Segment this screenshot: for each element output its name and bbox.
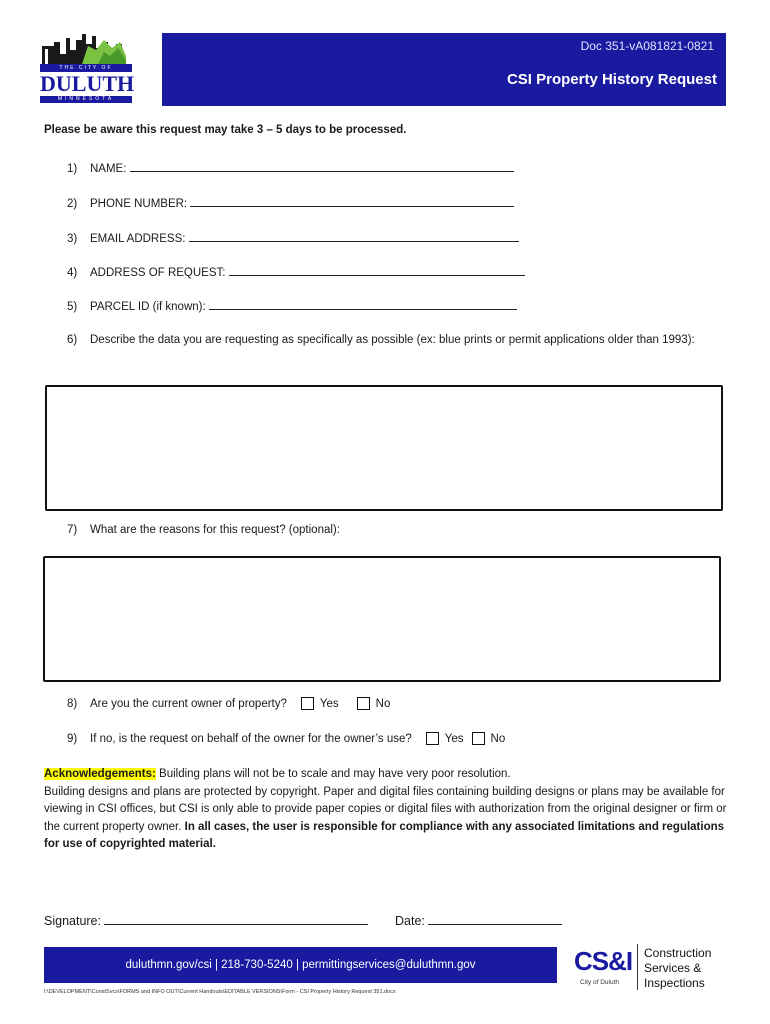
owner-yes-option[interactable] — [301, 697, 339, 710]
question-number: 2) — [67, 198, 78, 210]
question-label: If no, is the request on behalf of the owner for the owner’s use? — [90, 732, 412, 745]
question-number: 4) — [67, 267, 78, 279]
checkbox-label: No — [490, 732, 506, 745]
processing-notice: Please be aware this request may take 3 – 5 days to be processed. — [44, 124, 407, 136]
checkbox-label: Yes — [444, 732, 464, 745]
question-number: 6) — [67, 334, 78, 346]
acknowledgements-bold: In all cases, the user is responsible for compliance with any associated limitations and regulations for use of copyrighted material. — [44, 820, 725, 850]
csi-divider — [637, 944, 638, 990]
header-bar — [162, 33, 726, 106]
footer-file-path: I:\DEVELOPMENT\ConstSvcs\FORMS and INFO OUT\Current Handouts\EDITABLE VERSIONS\Form - CSI Property History Request 351.docx — [44, 989, 396, 995]
parcel-input-line[interactable] — [209, 297, 517, 310]
logo-name: DULUTH — [40, 71, 135, 96]
behalf-no-option[interactable] — [472, 732, 506, 745]
name-input-line[interactable] — [130, 159, 514, 172]
duluth-logo — [38, 26, 134, 108]
checkbox-label: Yes — [319, 697, 339, 710]
csi-words — [644, 946, 711, 991]
question-name — [67, 159, 514, 175]
question-number: 3) — [67, 233, 78, 245]
behalf-no-checkbox[interactable] — [472, 732, 485, 745]
logo-state: MINNESOTA — [40, 96, 132, 103]
date-row — [395, 911, 562, 928]
question-label: PHONE NUMBER: — [90, 198, 191, 210]
question-on-behalf — [67, 732, 505, 745]
question-reasons — [67, 524, 340, 536]
owner-no-checkbox[interactable] — [357, 697, 370, 710]
owner-no-option[interactable] — [357, 697, 391, 710]
behalf-yes-checkbox[interactable] — [426, 732, 439, 745]
phone-input-line[interactable] — [190, 194, 514, 207]
question-number: 5) — [67, 301, 78, 313]
footer-contact: duluthmn.gov/csi | 218-730-5240 | permittingservices@duluthmn.gov — [125, 959, 476, 971]
reasons-textarea[interactable] — [43, 556, 721, 682]
question-number: 7) — [67, 524, 78, 536]
question-address — [67, 263, 525, 279]
footer-contact-bar — [44, 947, 557, 983]
csi-mark: CS&I — [574, 946, 633, 976]
question-label: Describe the data you are requesting as specifically as possible (ex: blue prints or permit applications older than 1993): — [90, 334, 695, 346]
question-label: EMAIL ADDRESS: — [90, 233, 189, 245]
acknowledgements-line2: Building designs and plans are protected by copyright. Paper and digital files containing building designs or plans may be available for viewing in CSI offices, but CSI is only able to provide paper copies or digital files with authorization from the original designer or firm or the current property owner. — [44, 785, 727, 833]
csi-city: City of Duluth — [580, 979, 620, 986]
behalf-yes-option[interactable] — [426, 732, 464, 745]
question-number: 8) — [67, 697, 78, 710]
logo-city-arc: THE CITY OF — [59, 65, 113, 71]
address-input-line[interactable] — [229, 263, 525, 276]
form-title: CSI Property History Request — [506, 71, 717, 88]
owner-yes-checkbox[interactable] — [301, 697, 314, 710]
question-parcel — [67, 297, 517, 313]
question-number: 9) — [67, 732, 78, 745]
csi-word: Construction — [644, 946, 712, 960]
signature-row — [44, 911, 368, 928]
signature-input-line[interactable] — [104, 911, 368, 925]
question-phone — [67, 194, 514, 210]
question-label: ADDRESS OF REQUEST: — [90, 267, 229, 279]
describe-data-textarea[interactable] — [45, 385, 723, 511]
csi-word: Services & — [644, 961, 702, 975]
email-input-line[interactable] — [189, 229, 519, 242]
acknowledgements — [44, 766, 734, 854]
signature-label: Signature: — [44, 914, 105, 928]
csi-logo — [574, 942, 734, 992]
checkbox-label: No — [375, 697, 391, 710]
csi-word: Inspections — [644, 976, 705, 990]
doc-number: Doc 351-vA081821-0821 — [580, 39, 714, 53]
question-current-owner — [67, 697, 390, 710]
date-label: Date: — [395, 914, 429, 928]
acknowledgements-heading: Acknowledgements: — [44, 768, 156, 780]
question-label: What are the reasons for this request? (optional): — [90, 524, 340, 536]
acknowledgements-line1: Building plans will not be to scale and may have very poor resolution. — [155, 768, 511, 780]
question-describe-data — [67, 332, 727, 348]
question-email — [67, 229, 519, 245]
question-label: PARCEL ID (if known): — [90, 301, 209, 313]
question-label: NAME: — [90, 163, 130, 175]
question-label: Are you the current owner of property? — [90, 697, 287, 710]
date-input-line[interactable] — [428, 911, 562, 925]
question-number: 1) — [67, 163, 78, 175]
